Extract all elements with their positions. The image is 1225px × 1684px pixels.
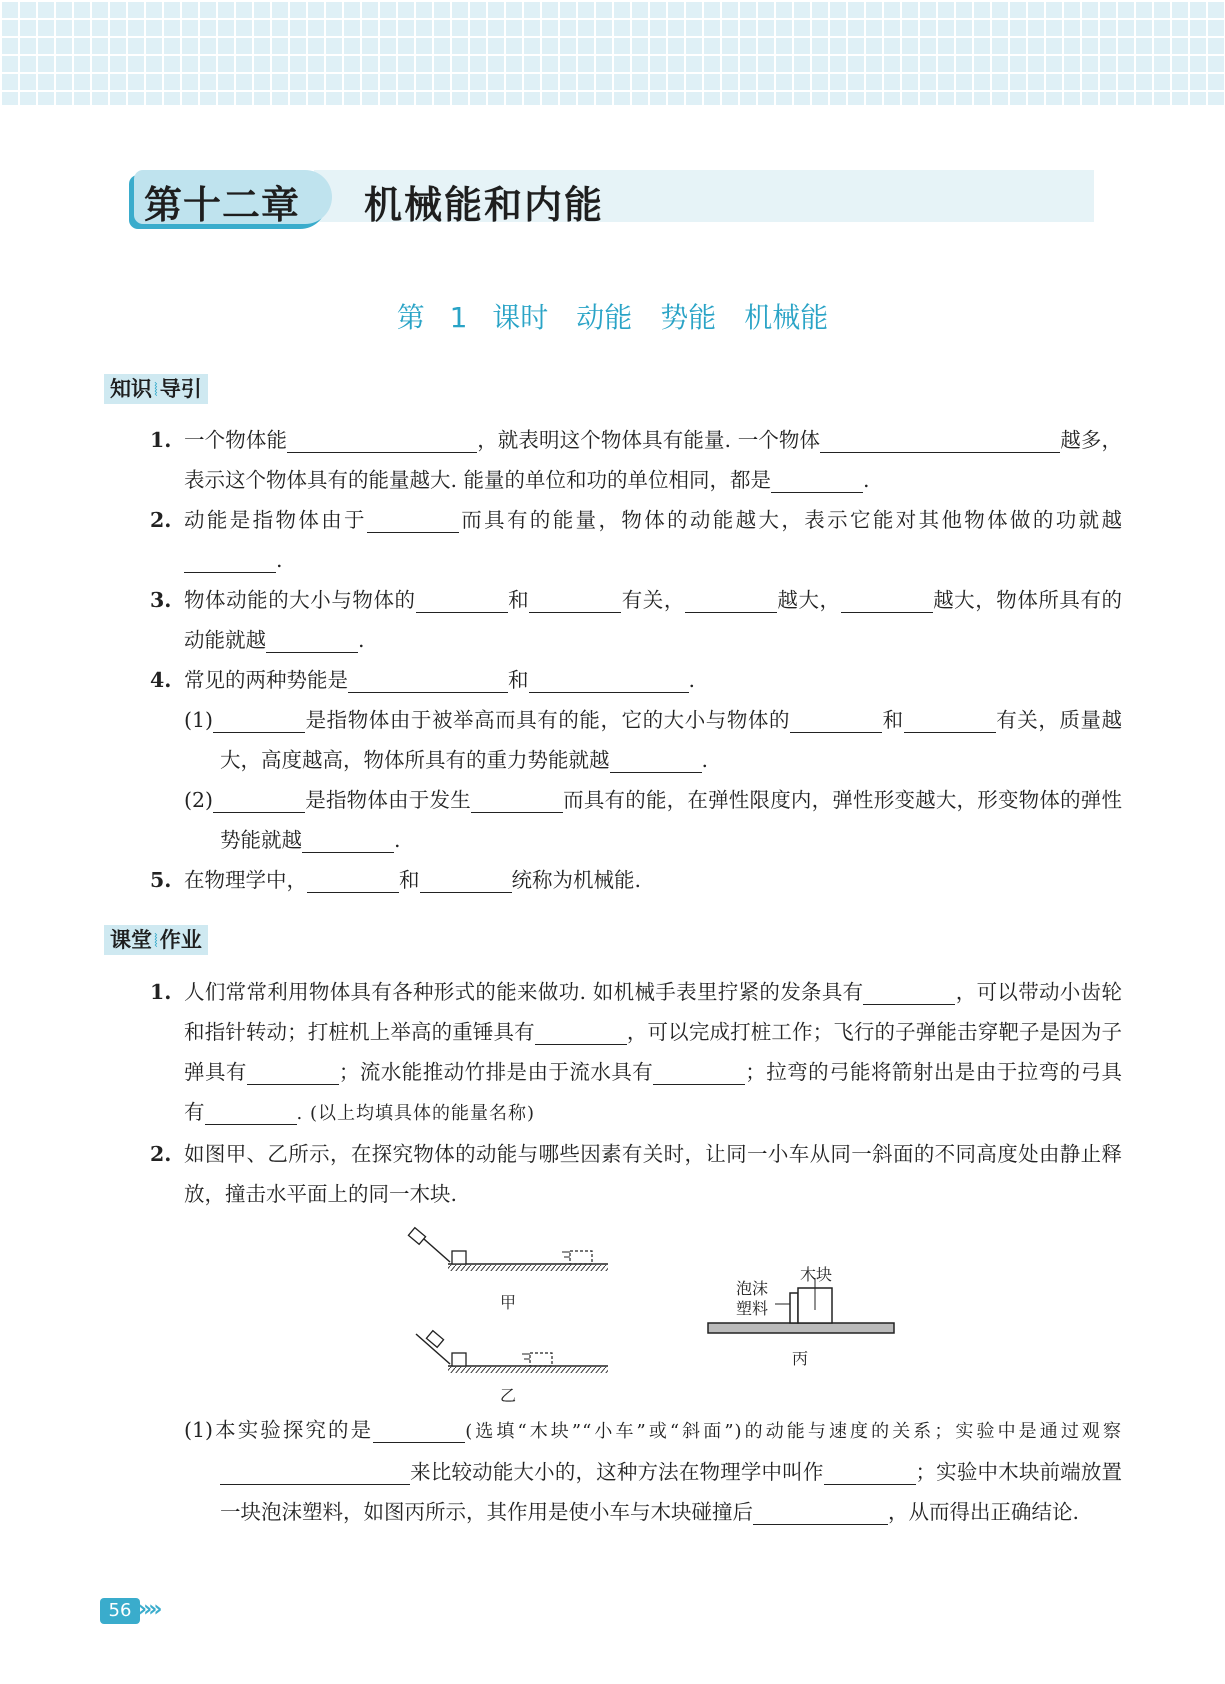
block-icon (452, 1353, 466, 1366)
foam-label-1: 泡沫 (736, 1279, 769, 1298)
section-tag-guide-right: 导引 (159, 377, 202, 401)
question-text: 统称为机械能. (511, 868, 642, 892)
question-text: 来比较动能大小的，这种方法在物理学中叫作 (410, 1460, 824, 1484)
question-text: 和 (882, 708, 904, 732)
question-text: 常见的两种势能是 (184, 668, 348, 692)
figure-yi (416, 1331, 608, 1373)
wave-icon: ⦚ (154, 931, 158, 952)
answer-blank[interactable] (824, 1458, 916, 1485)
chapter-number: 第十二章 (144, 183, 301, 227)
question-text: 物体动能的大小与物体的 (184, 588, 416, 612)
lesson-title: 第 1 课时 动能 势能 机械能 (396, 301, 829, 334)
question-text: . (276, 548, 283, 572)
question-number: 2. (150, 508, 172, 532)
question-text: ，从而得出正确结论. (888, 1500, 1080, 1524)
question-note: . (以上均填具体的能量名称) (296, 1103, 535, 1124)
question-text: 动能是指物体由于 (184, 508, 367, 532)
question-text: . (358, 628, 365, 652)
homework-q2-sub (150, 1410, 1122, 1532)
answer-blank[interactable] (753, 1498, 888, 1525)
question-text: 和 (399, 868, 420, 892)
foam-plastic (790, 1293, 798, 1323)
question-text: 和 (508, 668, 529, 692)
question-text: 在物理学中， (184, 868, 307, 892)
question-number: 2. (150, 1142, 172, 1166)
section-tag-guide-left: 知识 (110, 377, 152, 401)
double-chevron-icon: »» (138, 1597, 159, 1622)
question-text: 如图甲、乙所示，在探究物体的动能与哪些因素有关时，让同一小车从同一斜面的不同高度处由静止释放，撞击水平面上的同一木块. (184, 1142, 1122, 1206)
question-text: 是指物体由于发生 (305, 788, 471, 812)
question-text: ，就表明这个物体具有能量. 一个物体 (477, 428, 821, 452)
question-text: 是指物体由于被举高而具有的能，它的大小与物体的 (305, 708, 791, 732)
question-text: 越多，表示这个物体具有的能量越大. 能量的单位和功的单位相同，都是 (184, 428, 1122, 492)
section-tag-homework-right: 作业 (159, 928, 202, 952)
question-text: 人们常常利用物体具有各种形式的能来做功. 如机械手表里拧紧的发条具有 (184, 980, 864, 1004)
question-text: 一个物体能 (184, 428, 288, 452)
question-text: ；实验中木块前端放置一块泡沫塑料，如图丙所示，其作用是使小车与木块碰撞后 (220, 1460, 1122, 1524)
question-text: ；流水能推动竹排是由于流水具有 (338, 1060, 654, 1084)
block-icon (452, 1251, 466, 1264)
question-number: 1. (150, 980, 172, 1004)
answer-blank[interactable] (220, 1458, 410, 1485)
question-text: 和 (507, 588, 530, 612)
question-text: ；拉弯的弓能将箭射出是由于拉弯的弓具有 (184, 1060, 1123, 1124)
answer-blank[interactable] (373, 1416, 465, 1443)
figure-label-bing: 丙 (792, 1349, 809, 1368)
question-text: . (394, 828, 401, 852)
figure-label-yi: 乙 (500, 1386, 517, 1405)
page-number: 56 (100, 1598, 140, 1624)
question-text: 有关，质量越大，高度越高，物体所具有的重力势能就越 (220, 708, 1123, 772)
table-surface (708, 1323, 894, 1333)
question-text: 越大， (776, 588, 841, 612)
figure-label-jia: 甲 (500, 1293, 517, 1312)
chapter-title: 机械能和内能 (364, 183, 605, 227)
cart-icon (408, 1228, 425, 1245)
wave-icon: ⦚ (154, 380, 158, 401)
question-text: ，可以带动小齿轮和指针转动；打桩机上举高的重锤具有 (184, 980, 1122, 1044)
question-text: 而具有的能量，物体的动能越大，表示它能对其他物体做的功就越 (458, 508, 1123, 532)
sub-question-number: (2) (184, 788, 214, 812)
homework-q2-1 (150, 1410, 1122, 1532)
question-text: 有关， (621, 588, 685, 612)
question-number: 5. (150, 868, 172, 892)
section-tag-homework-left: 课堂 (110, 928, 152, 952)
question-text: (1)本实验探究的是 (184, 1418, 374, 1442)
sub-question-number: (1) (184, 708, 214, 732)
question-text: 而具有的能，在弹性限度内，弹性形变越大，形变物体的弹性势能就越 (220, 788, 1123, 852)
figure-jia (408, 1228, 608, 1271)
question-text: (选填“木块”“小车”或“斜面”)的动能与速度的关系；实验中是通过观察 (465, 1421, 1122, 1442)
question-number: 3. (150, 588, 172, 612)
question-text: . (863, 468, 870, 492)
question-text: . (701, 748, 709, 772)
question-number: 1. (150, 428, 172, 452)
question-text: ，可以完成打桩工作；飞行的子弹能击穿靶子是因为子弹具有 (184, 1020, 1122, 1084)
question-text: 越大，物体所具有的动能就越 (184, 588, 1123, 652)
question-text: . (688, 668, 696, 692)
question-number: 4. (150, 668, 172, 692)
block-label: 木块 (800, 1265, 833, 1284)
foam-label-2: 塑料 (736, 1299, 769, 1318)
